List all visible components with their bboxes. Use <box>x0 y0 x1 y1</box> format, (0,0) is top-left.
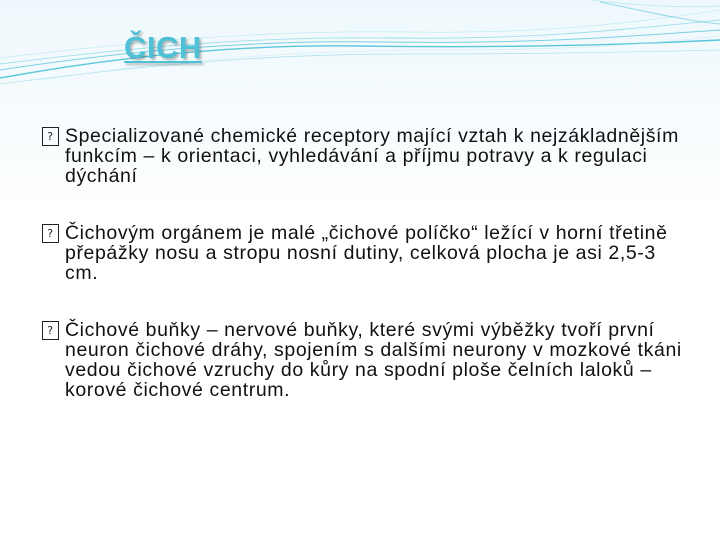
bullet-item <box>42 126 692 186</box>
bullet-item <box>42 320 692 400</box>
bullet-text: Specializované chemické receptory mající vztah k nejzákladnějším funkcím – k orientaci, vyhledávání a příjmu potravy a k regulaci dýchání <box>65 125 679 187</box>
bullet-text: Čichovým orgánem je malé „čichové políčko“ ležící v horní třetině přepážky nosu a stropu nosní dutiny, celková plocha je asi 2,5-3 cm. <box>65 222 668 284</box>
missing-glyph-icon: ? <box>42 127 59 146</box>
missing-glyph-icon: ? <box>42 321 59 340</box>
slide-title: ČICH <box>124 30 202 65</box>
bullet-item <box>42 223 692 283</box>
bullet-text: Čichové buňky – nervové buňky, které svými výběžky tvoří první neuron čichové dráhy, spojením s dalšími neurony v mozkové tkáni vedou čichové vzruchy do kůry na spodní ploše čelních laloků – korové čichové centrum. <box>65 319 682 401</box>
missing-glyph-icon: ? <box>42 224 59 243</box>
bullet-list <box>42 126 692 437</box>
